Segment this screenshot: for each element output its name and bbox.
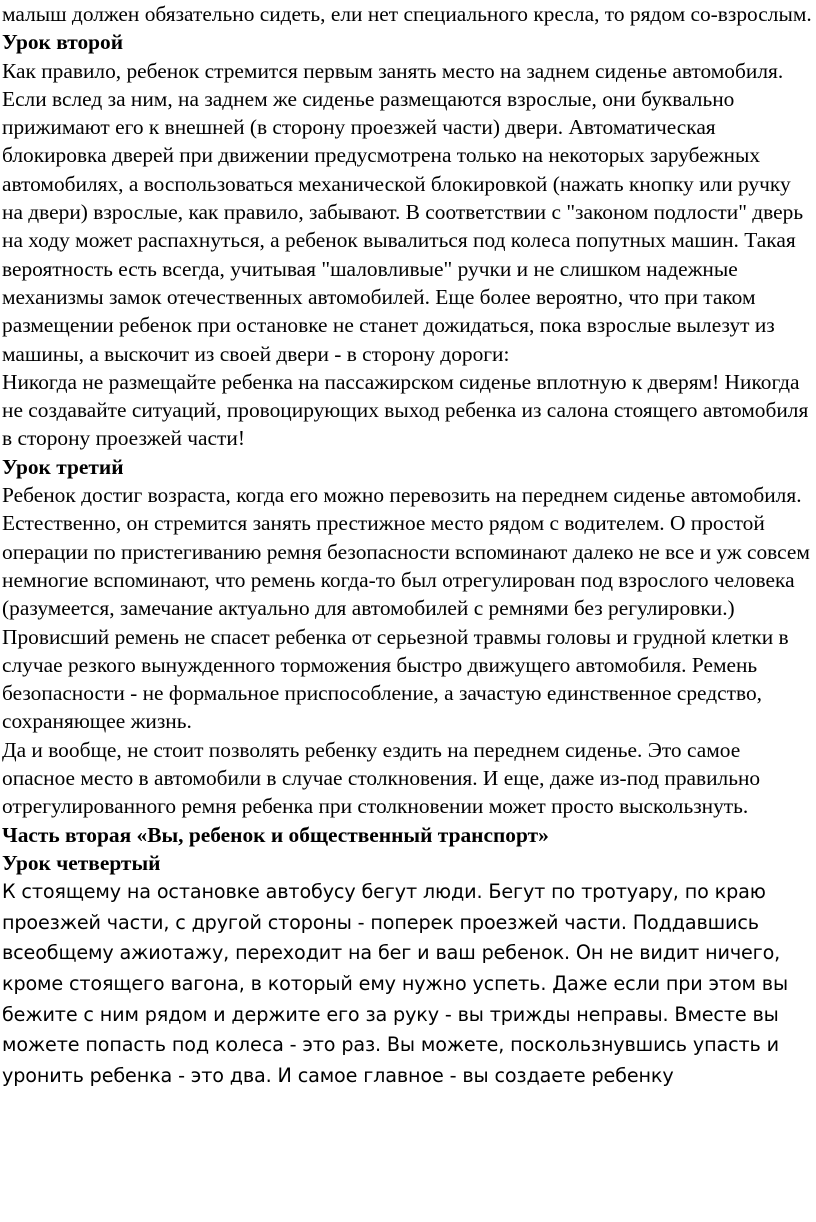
paragraph-lesson-three-front-seat: Да и вообще, не стоит позволять ребенку ездить на переднем сиденье. Это самое опасное место в автомобили в случае столкновения. И еще, даже из-под правильно отрегулированного ремня ребенка при столкновении может просто выскользнуть. (2, 737, 761, 819)
heading-lesson-four: Урок четвертый (2, 850, 161, 875)
heading-lesson-three: Урок третий (2, 454, 124, 479)
paragraph-intro: малыш должен обязательно сидеть, ели нет специального кресла, то рядом со-взрослым. (2, 2, 812, 26)
heading-lesson-two: Урок второй (2, 30, 124, 55)
paragraph-lesson-three-belt: Провисший ремень не спасет ребенка от серьезной травмы головы и грудной клетки в случае резкого вынужденного торможения быстро движущего автомобиля. Ремень безопасности - не формальное приспособление, а зачастую единственное средство, сохраняющее жизнь. (2, 624, 789, 734)
paragraph-lesson-two-body: Как правило, ребенок стремится первым занять место на заднем сиденье автомобиля. Если вслед за ним, на заднем же сиденье размещаются взрослые, они буквально прижимают его к внешней (в сторону проезжей части) двери. Автоматическая блокировка дверей при движении предусмотрена только на некоторых зарубежных автомобилях, а воспользоваться механической блокировкой (нажать кнопку или ручку на двери) взрослые, как правило, забывают. В соответствии с "законом подлости" дверь на ходу может распахнуться, а ребенок вывалиться под колеса попутных машин. Такая вероятность есть всегда, учитывая "шаловливые" ручки и не слишком надежные механизмы замок отечественных автомобилей. Еще более вероятно, что при таком размещении ребенок при остановке не станет дожидаться, пока взрослые вылезут из машины, а выскочит из своей двери - в сторону дороги: (2, 58, 804, 366)
heading-part-two: Часть вторая «Вы, ребенок и общественный транспорт» (2, 822, 549, 847)
paragraph-lesson-three-body: Ребенок достиг возраста, когда его можно перевозить на переднем сиденье автомобиля. Естественно, он стремится занять престижное место рядом с водителем. О простой операции по пристегиванию ремня безопасности вспоминают далеко не все и уж совсем немногие вспоминают, что ремень когда-то был отрегулирован под взрослого человека (разумеется, замечание актуально для автомобилей с ремнями без регулировки.) (2, 483, 810, 621)
paragraph-lesson-two-warning: Никогда не размещайте ребенка на пассажирском сиденье вплотную к дверям! Никогда не создавайте ситуаций, провоцирующих выход ребенка из салона стоящего автомобиля в сторону проезжей части! (2, 369, 809, 451)
paragraph-lesson-four-body: К стоящему на остановке автобусу бегут люди. Бегут по тротуару, по краю проезжей части, с другой стороны - поперек проезжей части. Поддавшись всеобщему ажиотажу, переходит на бег и ваш ребенок. Он не видит ничего, кроме стоящего вагона, в который ему нужно успеть. Даже если при этом вы бежите с ним рядом и держите его за руку - вы трижды неправы. Вместе вы можете попасть под колеса - это раз. Вы можете, поскользнувшись упасть и уронить ребенка - это два. И самое главное - вы создаете ребенку (2, 880, 788, 1087)
